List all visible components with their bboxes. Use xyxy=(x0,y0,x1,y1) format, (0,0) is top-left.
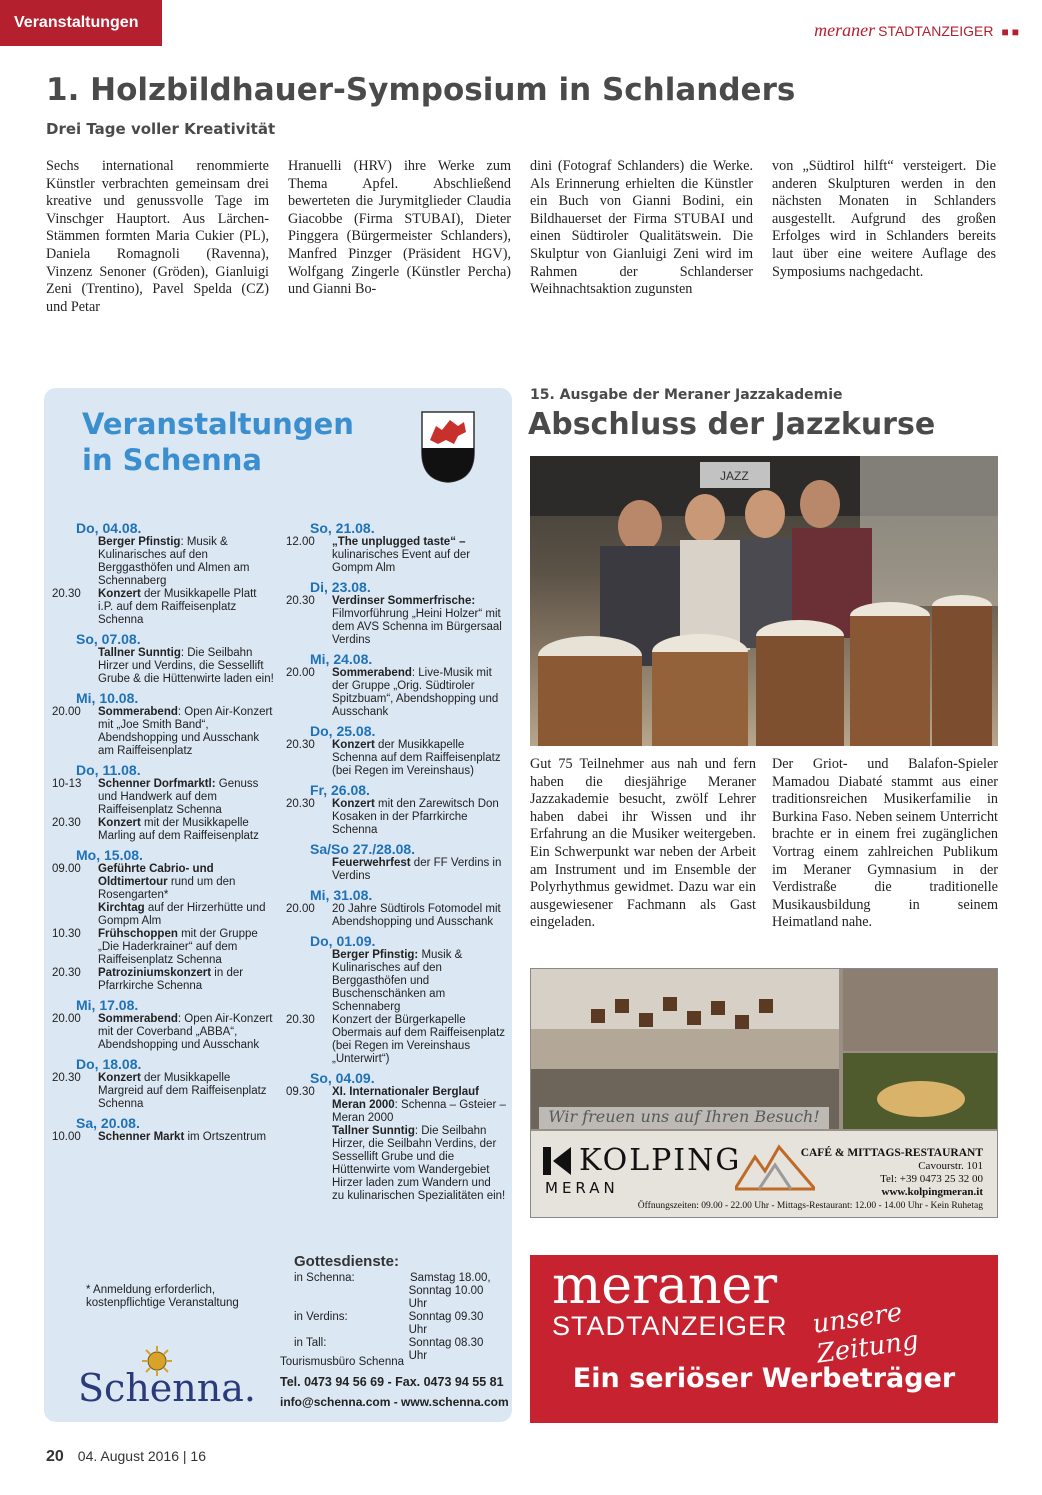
event-description: mit der Musikkapelle Marling auf dem Raiffeisenplatz xyxy=(98,817,259,842)
brand-word-2: STADTANZEIGER xyxy=(878,23,994,39)
event-time: 10.00 xyxy=(52,1131,81,1143)
jazz-kicker: 15. Ausgabe der Meraner Jazzakademie xyxy=(530,387,843,403)
event-time: 20.00 xyxy=(52,706,81,718)
event-description: : Live-Musik mit der Gruppe „Orig. Südtiroler Spitzbuam“, Abendshopping und Ausschank xyxy=(332,667,499,718)
event-item xyxy=(52,902,274,928)
event-description: mit den Zarewitsch Don Kosaken in der Pfarrkirche Schenna xyxy=(332,798,499,836)
tourism-office-web[interactable]: info@schenna.com - www.schenna.com xyxy=(280,1395,509,1409)
jazz-column-2: Der Griot- und Balafon-Spieler Mamadou Diabaté stammt aus einer traditionsreichen Musikerfamilie in Burkina Faso. Neben seinem Unterricht brachte er in einem frei zugänglichen Vortrag einem zahlreichen Publikum im Meraner Gymnasium in der Verdistraße die traditionelle Musikausbildung in seinem Heimatland nahe. xyxy=(772,756,998,931)
event-time: 20.30 xyxy=(52,588,81,600)
ad-slogan: Ein seriöser Werbeträger xyxy=(572,1363,956,1394)
event-description: : Die Seilbahn Hirzer und Verdins, die Sessellift Grube & die Hüttenwirte laden ein! xyxy=(98,647,274,685)
event-description: der Musikkapelle Margreid auf dem Raiffeisenplatz Schenna xyxy=(98,1072,267,1110)
event-item xyxy=(52,1072,274,1111)
event-item xyxy=(52,817,274,843)
ad-brand-word-2: STADTANZEIGER xyxy=(552,1311,788,1341)
event-title: Tallner Sunntig xyxy=(332,1125,415,1137)
event-date: Mo, 15.08. xyxy=(76,847,143,863)
event-date: Do, 11.08. xyxy=(76,762,141,778)
kolping-city: MERAN xyxy=(545,1179,619,1197)
event-item xyxy=(52,706,274,758)
event-title: Sommerabend xyxy=(332,667,412,679)
event-date: Do, 25.08. xyxy=(310,723,376,739)
event-date: So, 04.09. xyxy=(310,1070,375,1086)
service-place: in Verdins: xyxy=(294,1311,348,1323)
event-item xyxy=(286,798,506,837)
event-time: 20.30 xyxy=(52,967,81,979)
event-title: Konzert xyxy=(332,798,375,810)
event-item xyxy=(52,778,274,817)
event-time: 12.00 xyxy=(286,536,315,548)
article-headline: 1. Holzbildhauer-Symposium in Schlanders xyxy=(46,72,796,108)
event-title: Feuerwehrfest xyxy=(332,857,411,869)
schenna-logo xyxy=(78,1346,258,1416)
event-item xyxy=(286,536,506,575)
brand-logo xyxy=(814,20,1022,41)
event-title: Berger Pfinstig: xyxy=(332,949,419,961)
kolping-name: KOLPING xyxy=(579,1143,742,1178)
event-time: 20.30 xyxy=(52,1072,81,1084)
event-title: „The unplugged taste“ – xyxy=(332,536,466,548)
services-title: Gottesdienste: xyxy=(294,1253,400,1270)
service-place xyxy=(294,1285,409,1311)
jazz-photo xyxy=(530,456,998,746)
event-description: im Ortszentrum xyxy=(184,1131,267,1143)
event-title: Tallner Sunntig xyxy=(98,647,181,659)
event-description: der FF Verdins in Verdins xyxy=(332,857,502,882)
event-time: 10.30 xyxy=(52,928,81,940)
events-list-left xyxy=(52,516,274,1144)
event-title: Sommerabend xyxy=(98,1013,178,1025)
event-date: Do, 01.09. xyxy=(310,933,376,949)
event-time xyxy=(52,647,98,686)
service-time: Sonntag 08.30 Uhr xyxy=(408,1337,484,1362)
event-item xyxy=(52,1013,274,1052)
event-description: Musik & Kulinarisches auf den Berggasthöfen und Buschenschänken am Schennaberg xyxy=(332,949,463,1013)
event-description: kulinarisches Event auf der Gompm Alm xyxy=(332,549,471,574)
event-description: Filmvorführung „Heini Holzer“ mit dem AVS Schenna im Bürgersaal Verdins xyxy=(332,608,502,646)
event-title: Berger Pfinstig xyxy=(98,536,181,548)
service-place: in Tall: xyxy=(294,1337,327,1349)
article-subtitle: Drei Tage voller Kreativität xyxy=(46,120,276,138)
event-item xyxy=(286,1014,506,1066)
issue-date: 04. August 2016 | 16 xyxy=(77,1448,206,1464)
event-description: mit der Gruppe „Die Haderkrainer“ auf dem Raiffeisenplatz Schenna xyxy=(98,928,258,966)
event-description: : Open Air-Konzert mit der Coverband „ABBA“, Abendshopping und Ausschank xyxy=(98,1013,273,1051)
event-item xyxy=(286,595,506,647)
event-title: Konzert xyxy=(98,588,141,600)
service-time: Sonntag 09.30 Uhr xyxy=(408,1311,484,1336)
event-item xyxy=(52,863,274,902)
event-title: Patroziniumskonzert xyxy=(98,967,212,979)
schenna-logo-text: Schenna. xyxy=(78,1366,256,1410)
article-column-3: dini (Fotograf Schlanders) die Werke. Als Erinnerung erhielten die Künstler ein Buch von Gianni Bodini, ein Bildhauerset der Firma STUBAI und einen Südtiroler Qualitätswein. Die Skulptur von Gianluigi Zeni wird im Rahmen der Schlanderser Weihnachtsaktion zugunsten xyxy=(530,158,753,298)
article-column-1: Sechs international renommierte Künstler verbrachten gemeinsam drei kreative und genussvolle Tage im Vinschger Hauptort. Aus Lärchen-Stämmen formten Maria Cukier (PL), Daniela Romagnoli (Ravenna), Vinzenz Senoner (Gröden), Gianluigi Zeni (Trentino), Pavel Spelda (CZ) und Petar xyxy=(46,158,269,315)
event-title: Konzert xyxy=(98,817,141,829)
event-date: Mi, 10.08. xyxy=(76,690,139,706)
event-item xyxy=(52,1131,274,1144)
drummers-illustration xyxy=(530,456,998,746)
event-description: 20 Jahre Südtirols Fotomodel mit Abendshopping und Ausschank xyxy=(332,903,501,928)
kolping-k-icon xyxy=(543,1147,571,1175)
event-time xyxy=(52,536,98,588)
page-number: 20 xyxy=(46,1448,64,1465)
event-time: 20.00 xyxy=(286,903,315,915)
tourism-office-phone: Tel. 0473 94 56 69 - Fax. 0473 94 55 81 xyxy=(280,1375,504,1389)
event-title: Konzert xyxy=(332,739,375,751)
event-description: : Schenna – Gsteier – Meran 2000 xyxy=(332,1099,506,1124)
stadtanzeiger-ad[interactable] xyxy=(530,1255,998,1423)
tourism-office-name: Tourismusbüro Schenna xyxy=(280,1356,405,1368)
event-description: : Musik & Kulinarisches auf den Berggasthöfen und Almen am Schennaberg xyxy=(98,536,250,587)
restaurant-photos xyxy=(531,969,997,1129)
event-time: 20.30 xyxy=(286,798,315,810)
event-title: Schenner Dorfmarktl: xyxy=(98,778,216,790)
event-description: Konzert der Bürgerkapelle Obermais auf dem Raiffeisenplatz (bei Regen im Vereinshaus „Unterwirt“) xyxy=(332,1014,506,1065)
event-time: 20.30 xyxy=(286,739,315,751)
event-item xyxy=(286,1125,506,1203)
event-item xyxy=(52,647,274,686)
kolping-phone: Tel: +39 0473 25 32 00 xyxy=(880,1173,983,1185)
jazz-headline: Abschluss der Jazzkurse xyxy=(528,407,936,442)
events-title: Veranstaltungen in Schenna xyxy=(82,407,354,477)
event-item xyxy=(52,536,274,588)
event-item xyxy=(52,588,274,627)
event-description: Genuss und Handwerk auf dem Raiffeisenplatz Schenna xyxy=(98,778,259,816)
service-time: Samstag 18.00, xyxy=(410,1272,491,1284)
event-time xyxy=(286,857,332,883)
kolping-address: Cavourstr. 101 xyxy=(918,1160,983,1172)
event-date: Mi, 17.08. xyxy=(76,997,139,1013)
services-table xyxy=(294,1272,504,1363)
brand-dots-icon: ■■ xyxy=(1001,25,1022,39)
kolping-banner: Wir freuen uns auf Ihren Besuch! xyxy=(539,1107,829,1129)
events-list-right xyxy=(286,516,506,1203)
section-tag: Veranstaltungen xyxy=(0,0,162,46)
event-date: So, 07.08. xyxy=(76,631,141,647)
article-column-4: von „Südtirol hilft“ versteigert. Die anderen Skulpturen werden in den nächsten Monaten in Schlanders ausgestellt. Aufgrund des großen Erfolges wird in Schlanders bereits laut über eine weitere Auflage des Symposiums nachgedacht. xyxy=(772,158,996,280)
page-footer xyxy=(46,1448,206,1466)
event-time: 10-13 xyxy=(52,778,82,790)
event-time: 20.00 xyxy=(52,1013,81,1025)
event-item xyxy=(52,928,274,967)
service-time: Sonntag 10.00 Uhr xyxy=(408,1285,484,1310)
event-item xyxy=(286,739,506,778)
event-item xyxy=(286,1086,506,1125)
event-item xyxy=(286,857,506,883)
event-time xyxy=(52,902,98,928)
event-time xyxy=(286,1125,332,1203)
service-place: in Schenna: xyxy=(294,1272,355,1284)
event-title: Geführte Cabrio- und Oldtimertour xyxy=(98,863,214,888)
ad-script-tagline: unsere Zeitung xyxy=(810,1297,921,1370)
event-date: Di, 23.08. xyxy=(310,579,371,595)
event-description: in der Pfarrkirche Schenna xyxy=(98,967,244,992)
brand-word-1: meraner xyxy=(814,20,876,40)
event-date: Sa/So 27./28.08. xyxy=(310,841,416,857)
event-date: Do, 04.08. xyxy=(76,520,142,536)
service-row xyxy=(294,1285,504,1311)
event-date: Mi, 24.08. xyxy=(310,651,373,667)
kolping-hours: Öffnungszeiten: 09.00 - 22.00 Uhr - Mittags-Restaurant: 12.00 - 14.00 Uhr - Kein Ruhetag xyxy=(637,1201,983,1211)
kolping-contact xyxy=(801,1147,983,1199)
event-date: So, 21.08. xyxy=(310,520,375,536)
event-date: Mi, 31.08. xyxy=(310,887,373,903)
event-time: 20.30 xyxy=(286,595,315,607)
event-date: Sa, 20.08. xyxy=(76,1115,140,1131)
event-time: 20.30 xyxy=(286,1014,315,1026)
article-column-2: Hranuelli (HRV) ihre Werke zum Thema Apfel. Abschließend bewerteten die Jurymitglieder Claudia Giacobbe (Firma STUBAI), Dieter Pinggera (Bürgermeister Schlanders), Manfred Pinzger (Präsident HGV), Wolfgang Zingerle (Künstler Percha) und Gianni Bo- xyxy=(288,158,511,298)
event-description: der Musikkapelle Schenna auf dem Raiffeisenplatz (bei Regen im Vereinshaus) xyxy=(332,739,501,777)
kolping-ad[interactable] xyxy=(530,968,998,1218)
event-description: : Die Seilbahn Hirzer, die Seilbahn Verdins, der Sessellift Grube und die Hüttenwirte vom Wandergebiet Hirzer laden zum Wandern und zu kulinarischen Spezialitäten ein! xyxy=(332,1125,506,1202)
kolping-type: CAFÉ & MITTAGS-RESTAURANT xyxy=(800,1147,983,1159)
ad-brand-word-1: meraner xyxy=(552,1256,778,1316)
event-description: auf der Hirzerhütte und Gompm Alm xyxy=(98,902,266,927)
event-time: 09.00 xyxy=(52,863,81,875)
event-item xyxy=(286,667,506,719)
event-title: Sommerabend xyxy=(98,706,178,718)
kolping-web: www.kolpingmeran.it xyxy=(881,1186,983,1198)
event-time: 20.30 xyxy=(52,817,81,829)
event-description: : Open Air-Konzert mit „Joe Smith Band“, Abendshopping und Ausschank am Raiffeisenplatz xyxy=(98,706,273,757)
event-item xyxy=(52,967,274,993)
service-row xyxy=(294,1272,504,1285)
service-row xyxy=(294,1311,504,1337)
event-date: Fr, 26.08. xyxy=(310,782,370,798)
event-title: Verdinser Sommerfrische: xyxy=(332,595,476,607)
jazz-sign: JAZZ xyxy=(720,469,749,483)
coat-of-arms-icon xyxy=(420,410,476,484)
event-title: Konzert xyxy=(98,1072,141,1084)
event-time: 20.00 xyxy=(286,667,315,679)
event-title: Kirchtag xyxy=(98,902,145,914)
event-title: Schenner Markt xyxy=(98,1131,185,1143)
event-item xyxy=(286,903,506,929)
event-time xyxy=(286,949,332,1014)
event-time: 09.30 xyxy=(286,1086,315,1098)
event-title: Frühschoppen xyxy=(98,928,178,940)
event-title: XI. Internationaler Berglauf Meran 2000 xyxy=(332,1086,479,1111)
event-description: rund um den Rosengarten* xyxy=(98,876,236,901)
events-footnote: * Anmeldung erforderlich, kostenpflichtige Veranstaltung xyxy=(86,1284,239,1309)
event-date: Do, 18.08. xyxy=(76,1056,142,1072)
event-item xyxy=(286,949,506,1014)
event-description: der Musikkapelle Platt i.P. auf dem Raiffeisenplatz Schenna xyxy=(98,588,257,626)
jazz-column-1: Gut 75 Teilnehmer aus nah und fern haben die diesjährige Meraner Jazzakademie besucht, zwölf Lehrer haben dabei ihr Wissen und ihr Erfahrung an die Musiker weitergeben. Ein Schwerpunkt war neben der Arbeit am Instrument und im Ensemble der Polyrhythmus gewidmet. Dazu war ein ausgewiesener Fachmann als Gast eingeladen. xyxy=(530,756,756,931)
